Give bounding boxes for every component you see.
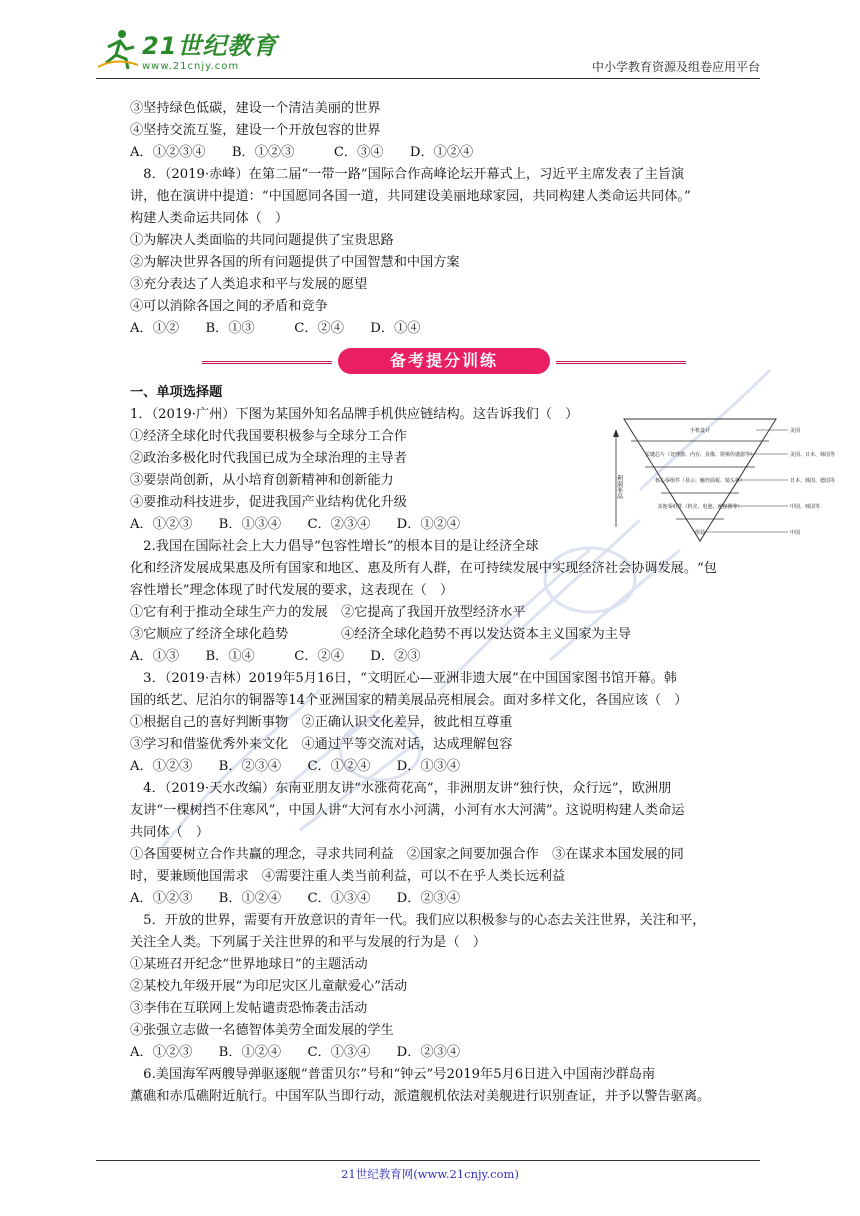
text-line: 薰礁和赤瓜礁附近航行。中国军队当即行动，派遣舰机依法对美舰进行识别查证，并予以警告驱离。 xyxy=(130,1089,711,1104)
logo-main-text: 21世纪教育 xyxy=(142,32,278,60)
footer-rule xyxy=(96,1160,760,1161)
text-line: ③它顺应了经济全球化趋势 ④经济全球化趋势不再以发达资本主义国家为主导 xyxy=(130,627,632,642)
text-line: 国的纸艺、尼泊尔的铜器等14个亚洲国家的精美展品亮相展会。面对多样文化，各国应该（ ） xyxy=(130,693,688,708)
text-line: 友讲“一棵树挡不住寒风”，中国人讲“大河有水小河满，小河有水大河满”。这说明构建人类命运 xyxy=(130,803,685,818)
text-line: A．①②③④ B．①②③ C．③④ D．①②④ xyxy=(130,145,474,160)
text-line: ②政治多极化时代我国已成为全球治理的主导者 xyxy=(130,451,407,466)
text-line: ④坚持交流互鉴，建设一个开放包容的世界 xyxy=(130,123,381,138)
text-line: 4．（2019·天水改编）东南亚朋友讲“水涨荷花高”，非洲朋友讲“独行快，众行远”，欧洲朋 xyxy=(130,781,672,796)
runner-logo-icon xyxy=(96,27,140,71)
profit-axis-label: 利润率高 xyxy=(615,475,623,499)
text-line: 讲，他在演讲中提道：“中国愿同各国一道，共同建设美丽地球家园，共同构建人类命运共同体。” xyxy=(130,189,691,204)
text-line: ②某校九年级开展“为印尼灾区儿童献爱心”活动 xyxy=(130,979,408,994)
text-line: ④要推动科技进步，促进我国产业结构优化升级 xyxy=(130,495,407,510)
text-line: 3．（2019·吉林）2019年5月16日，“文明匠心—亚洲非遗大展”在中国国家图书馆开幕。韩 xyxy=(130,671,677,686)
logo-sub-text: www.21cnjy.com xyxy=(142,61,240,72)
text-line: A．①②③ B．①③④ C．②③④ D．①②④ xyxy=(130,517,461,532)
text-line: ③坚持绿色低碳，建设一个清洁美丽的世界 xyxy=(130,101,381,116)
text-line: ④可以消除各国之间的矛盾和竞争 xyxy=(130,299,328,314)
text-line: ①各国要树立合作共赢的理念，寻求共同利益 ②国家之间要加强合作 ③在谋求本国发展的同 xyxy=(130,847,684,862)
text-line: 化和经济发展成果惠及所有国家和地区、惠及所有人群，在可持续发展中实现经济社会协调发展。“包 xyxy=(130,561,717,576)
banner-left-rule xyxy=(202,361,332,364)
text-line: 容性增长”理念体现了时代发展的要求，这表现在（ ） xyxy=(130,583,454,598)
banner-label: 备考提分训练 xyxy=(338,348,550,374)
text-line: A．①② B．①③ C．②④ D．①④ xyxy=(130,321,421,336)
previous-questions xyxy=(130,98,770,340)
layer-label: 手机设计 xyxy=(689,428,711,434)
platform-name: 中小学教育资源及组卷应用平台 xyxy=(591,60,760,74)
page-footer: 21世纪教育网(www.21cnjy.com) xyxy=(341,1167,519,1181)
text-line: 关注全人类。下列属于关注世界的和平与发展的行为是（ ） xyxy=(130,935,487,950)
section-banner xyxy=(130,346,770,378)
banner-right-rule xyxy=(556,361,686,364)
layer-country: 中国、韩国等 xyxy=(790,504,821,510)
text-line: ③李伟在互联网上发帖谴责恐怖袭击活动 xyxy=(130,1001,368,1016)
text-line: ④张强立志做一名德智体美劳全面发展的学生 xyxy=(130,1023,394,1038)
text-line: 2.我国在国际社会上大力倡导“包容性增长”的根本目的是让经济全球 xyxy=(130,539,539,554)
text-line: ③充分表达了人类追求和平与发展的愿望 xyxy=(130,277,368,292)
text-line: ①它有利于推动全球生产力的发展 ②它提高了我国开放型经济水平 xyxy=(130,605,526,620)
text-line: 构建人类命运共同体（ ） xyxy=(130,211,289,226)
supply-chain-figure xyxy=(612,415,836,547)
text-line: 5．开放的世界，需要有开放意识的青年一代。我们应以积极参与的心态去关注世界，关注和平， xyxy=(130,913,706,928)
layer-country: 中国 xyxy=(790,530,801,536)
text-line: A．①②③ B．①②④ C．①③④ D．②③④ xyxy=(130,1045,461,1060)
text-line: ①某班召开纪念“世界地球日”的主题活动 xyxy=(130,957,368,972)
layer-label: 组装 xyxy=(694,530,706,536)
layer-label: 其他零组件（机壳、电池、连接器等） xyxy=(657,504,743,510)
text-line: ①根据自己的喜好判断事物 ②正确认识文化差异，彼此相互尊重 xyxy=(130,715,513,730)
layer-label: 关键芯片（处理器、内存、显像、射频传感器等） xyxy=(644,452,756,458)
site-logo xyxy=(96,26,277,72)
layer-country: 美国 xyxy=(790,428,801,434)
text-line: ①为解决人类面临的共同问题提供了宝贵思路 xyxy=(130,233,394,248)
text-line: ②为解决世界各国的所有问题提供了中国智慧和中国方案 xyxy=(130,255,460,270)
text-line: ③学习和借鉴优秀外来文化 ④通过平等交流对话，达成理解包容 xyxy=(130,737,513,752)
document-body xyxy=(130,98,770,1108)
layer-country: 美国、日本、韩国等 xyxy=(790,452,836,458)
text-line: A．①②③ B．②③④ C．①②④ D．①③④ xyxy=(130,759,461,774)
text-line: 1．（2019·广州）下图为某国外知名品牌手机供应链结构。这告诉我们（ ） xyxy=(130,407,579,422)
layer-country: 日本、韩国、德国等 xyxy=(790,478,836,484)
text-line: A．①③ B．①④ C．②④ D．②③ xyxy=(130,649,421,664)
text-line: A．①②③ B．①②④ C．①③④ D．②③④ xyxy=(130,891,461,906)
text-line: 8．（2019·赤峰）在第二届“一带一路”国际合作高峰论坛开幕式上，习近平主席发表了主旨演 xyxy=(130,167,685,182)
text-line: 6.美国海军两艘导弹驱逐舰“普雷贝尔”号和“钟云”号2019年5月6日进入中国南沙群岛南 xyxy=(130,1067,656,1082)
text-line: 时，要兼顾他国需求 ④需要注重人类当前利益，可以不在乎人类长远利益 xyxy=(130,869,566,884)
section-title: 一、单项选择题 xyxy=(130,385,223,400)
page-header xyxy=(96,18,760,79)
text-line: ③要崇尚创新，从小培育创新精神和创新能力 xyxy=(130,473,394,488)
layer-label: 核心零组件（显示、触控面板、镜头等） xyxy=(654,478,746,484)
text-line: 共同体（ ） xyxy=(130,825,210,840)
text-line: ①经济全球化时代我国要积极参与全球分工合作 xyxy=(130,429,407,444)
